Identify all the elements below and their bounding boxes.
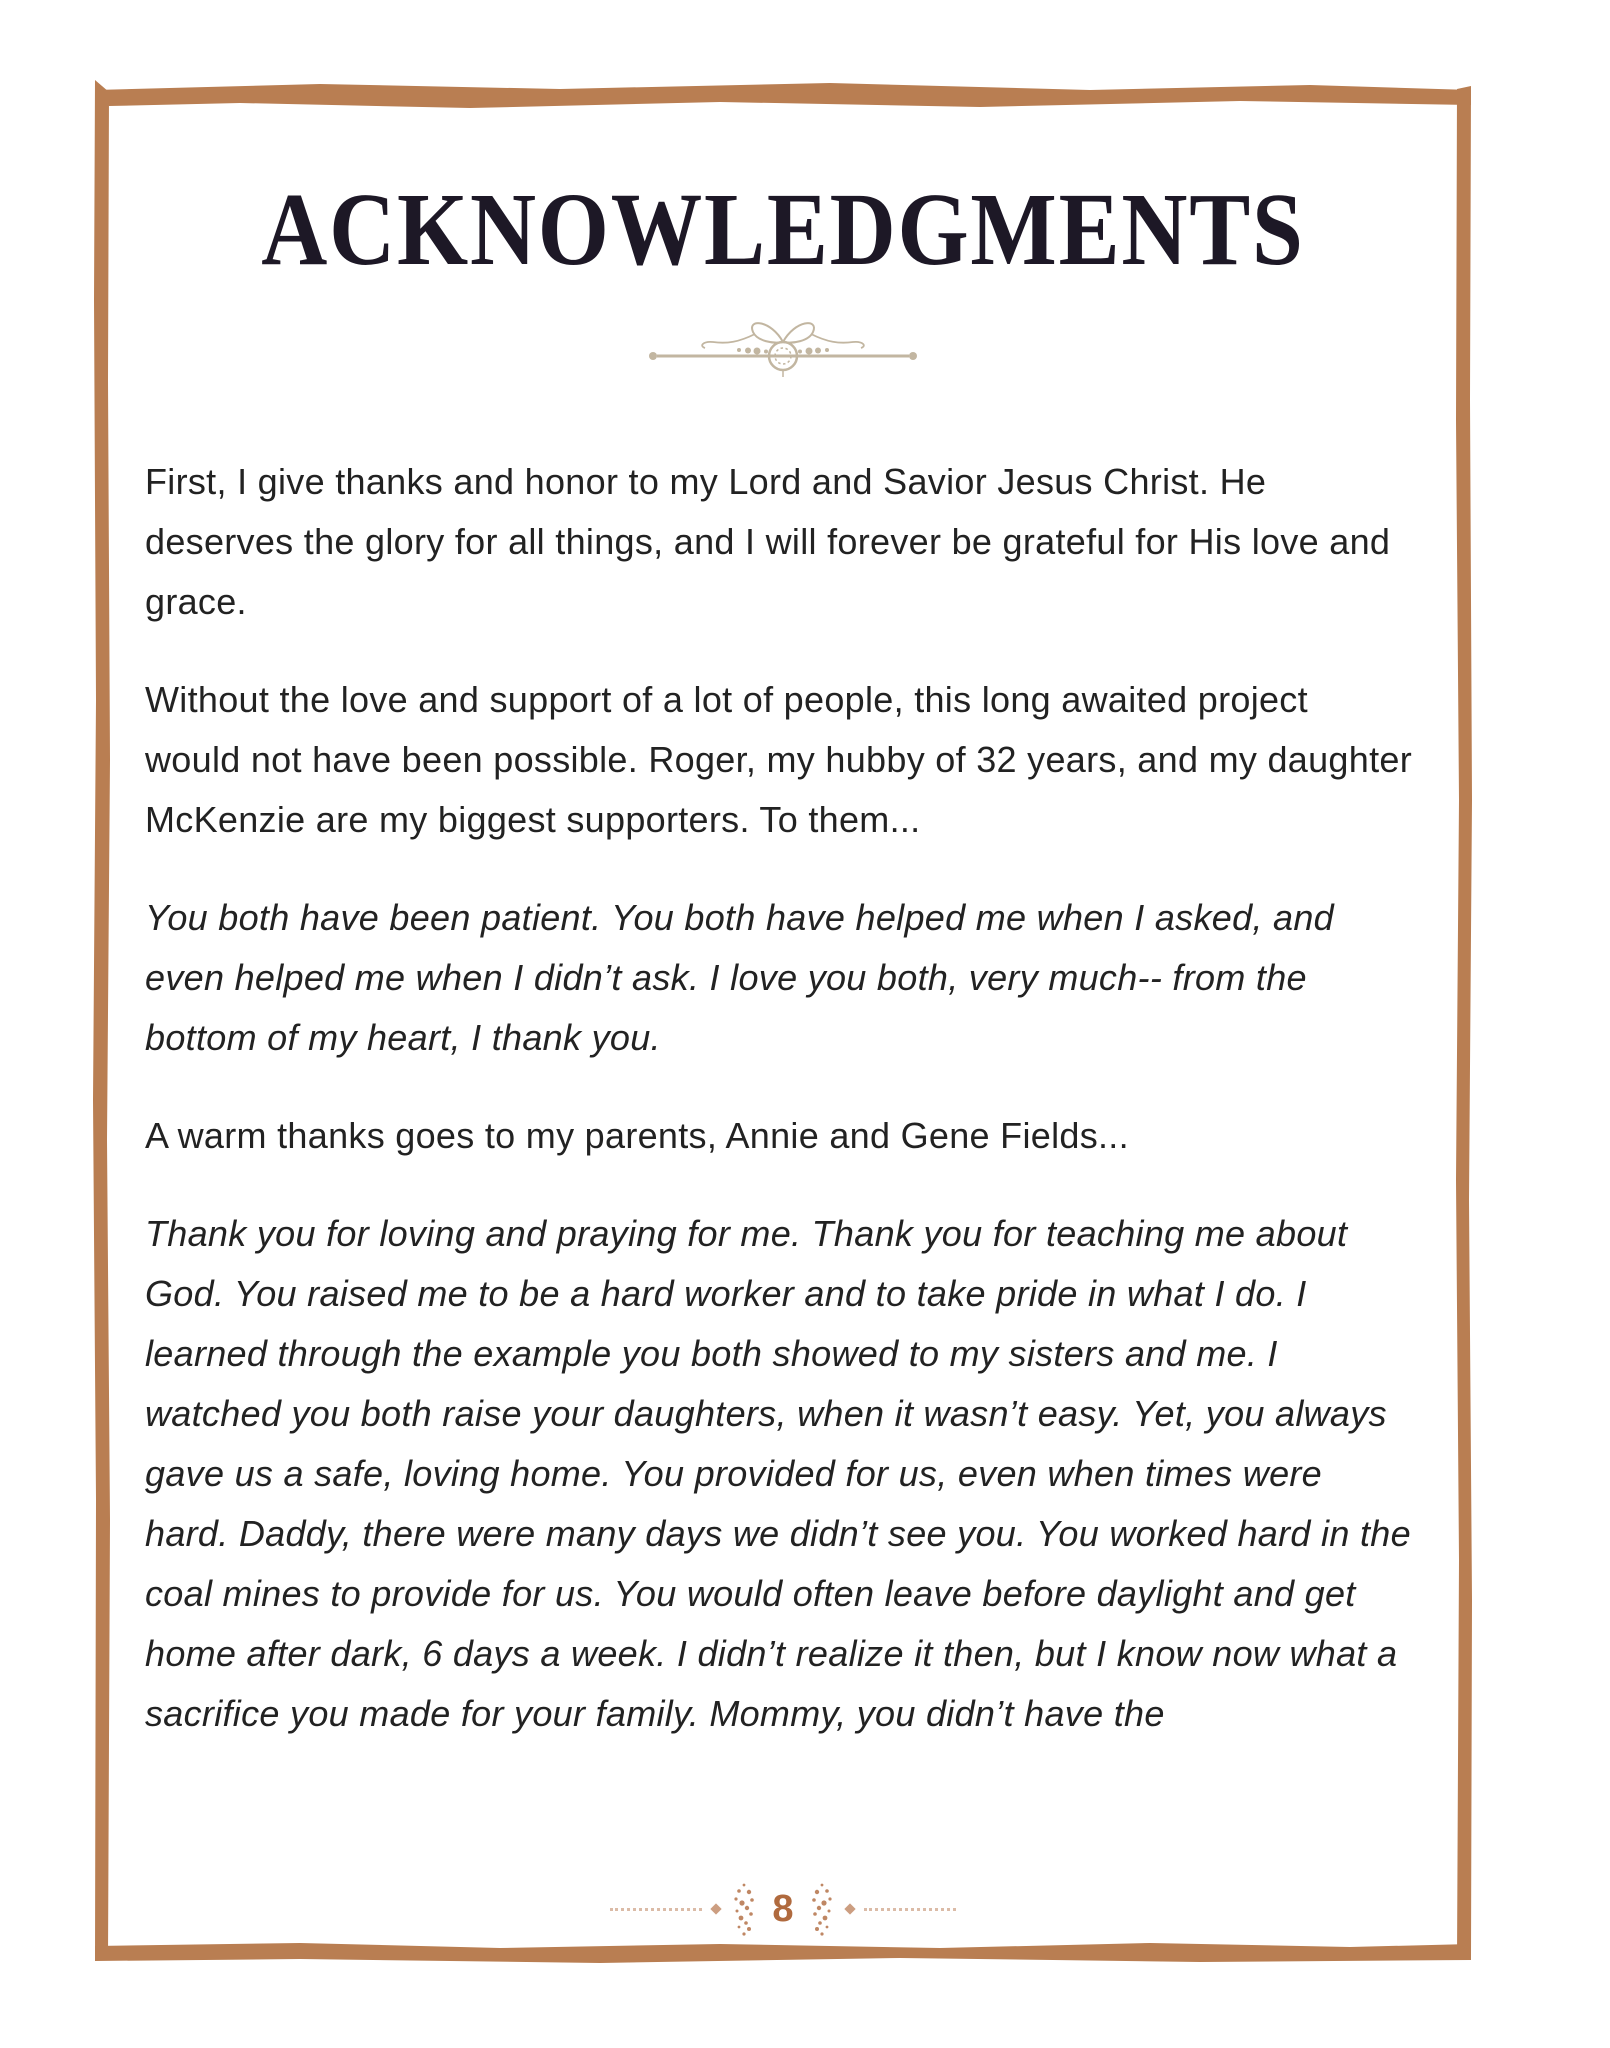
page-footer xyxy=(95,1881,1471,1937)
diamond-icon xyxy=(844,1903,855,1914)
paragraph: Thank you for loving and praying for me. Thank you for teaching me about God. You raised me to be a hard worker and to take pride in what I do. I learned through the example you both showed to my sisters and me. I watched you both raise your daughters, when it wasn’t easy. Yet, you always gave us a safe, loving home. You provided for us, even when times were hard. Daddy, there were many days we didn’t see you. You worked hard in the coal mines to provide for us. You would often leave before daylight and get home after dark, 6 days a week. I didn’t realize it then, but I know now what a sacrifice you made for your family. Mommy, you didn’t have the xyxy=(145,1213,1411,1734)
page-number: 8 xyxy=(772,1888,794,1930)
paragraph: Without the love and support of a lot of people, this long awaited project would not have been possible. Roger, my hubby of 32 years, and my daughter McKenzie are my biggest supporters. To them... xyxy=(145,679,1412,840)
page-title: ACKNOWLEDGMENTS xyxy=(261,172,1305,287)
paragraph: First, I give thanks and honor to my Lord and Savior Jesus Christ. He deserves the glory for all things, and I will forever be grateful for His love and grace. xyxy=(145,461,1391,622)
ornamental-divider-icon xyxy=(643,308,923,380)
leaf-sprig-icon xyxy=(730,1881,758,1937)
leaf-sprig-icon xyxy=(808,1881,836,1937)
dotted-line xyxy=(610,1908,702,1911)
dotted-line xyxy=(864,1908,956,1911)
body-text xyxy=(145,452,1413,1744)
book-page xyxy=(95,86,1471,1959)
paragraph: A warm thanks goes to my parents, Annie and Gene Fields... xyxy=(145,1115,1129,1156)
paragraph: You both have been patient. You both have helped me when I asked, and even helped me when I didn’t ask. I love you both, very much-- from the bottom of my heart, I thank you. xyxy=(145,897,1334,1058)
diamond-icon xyxy=(711,1903,722,1914)
